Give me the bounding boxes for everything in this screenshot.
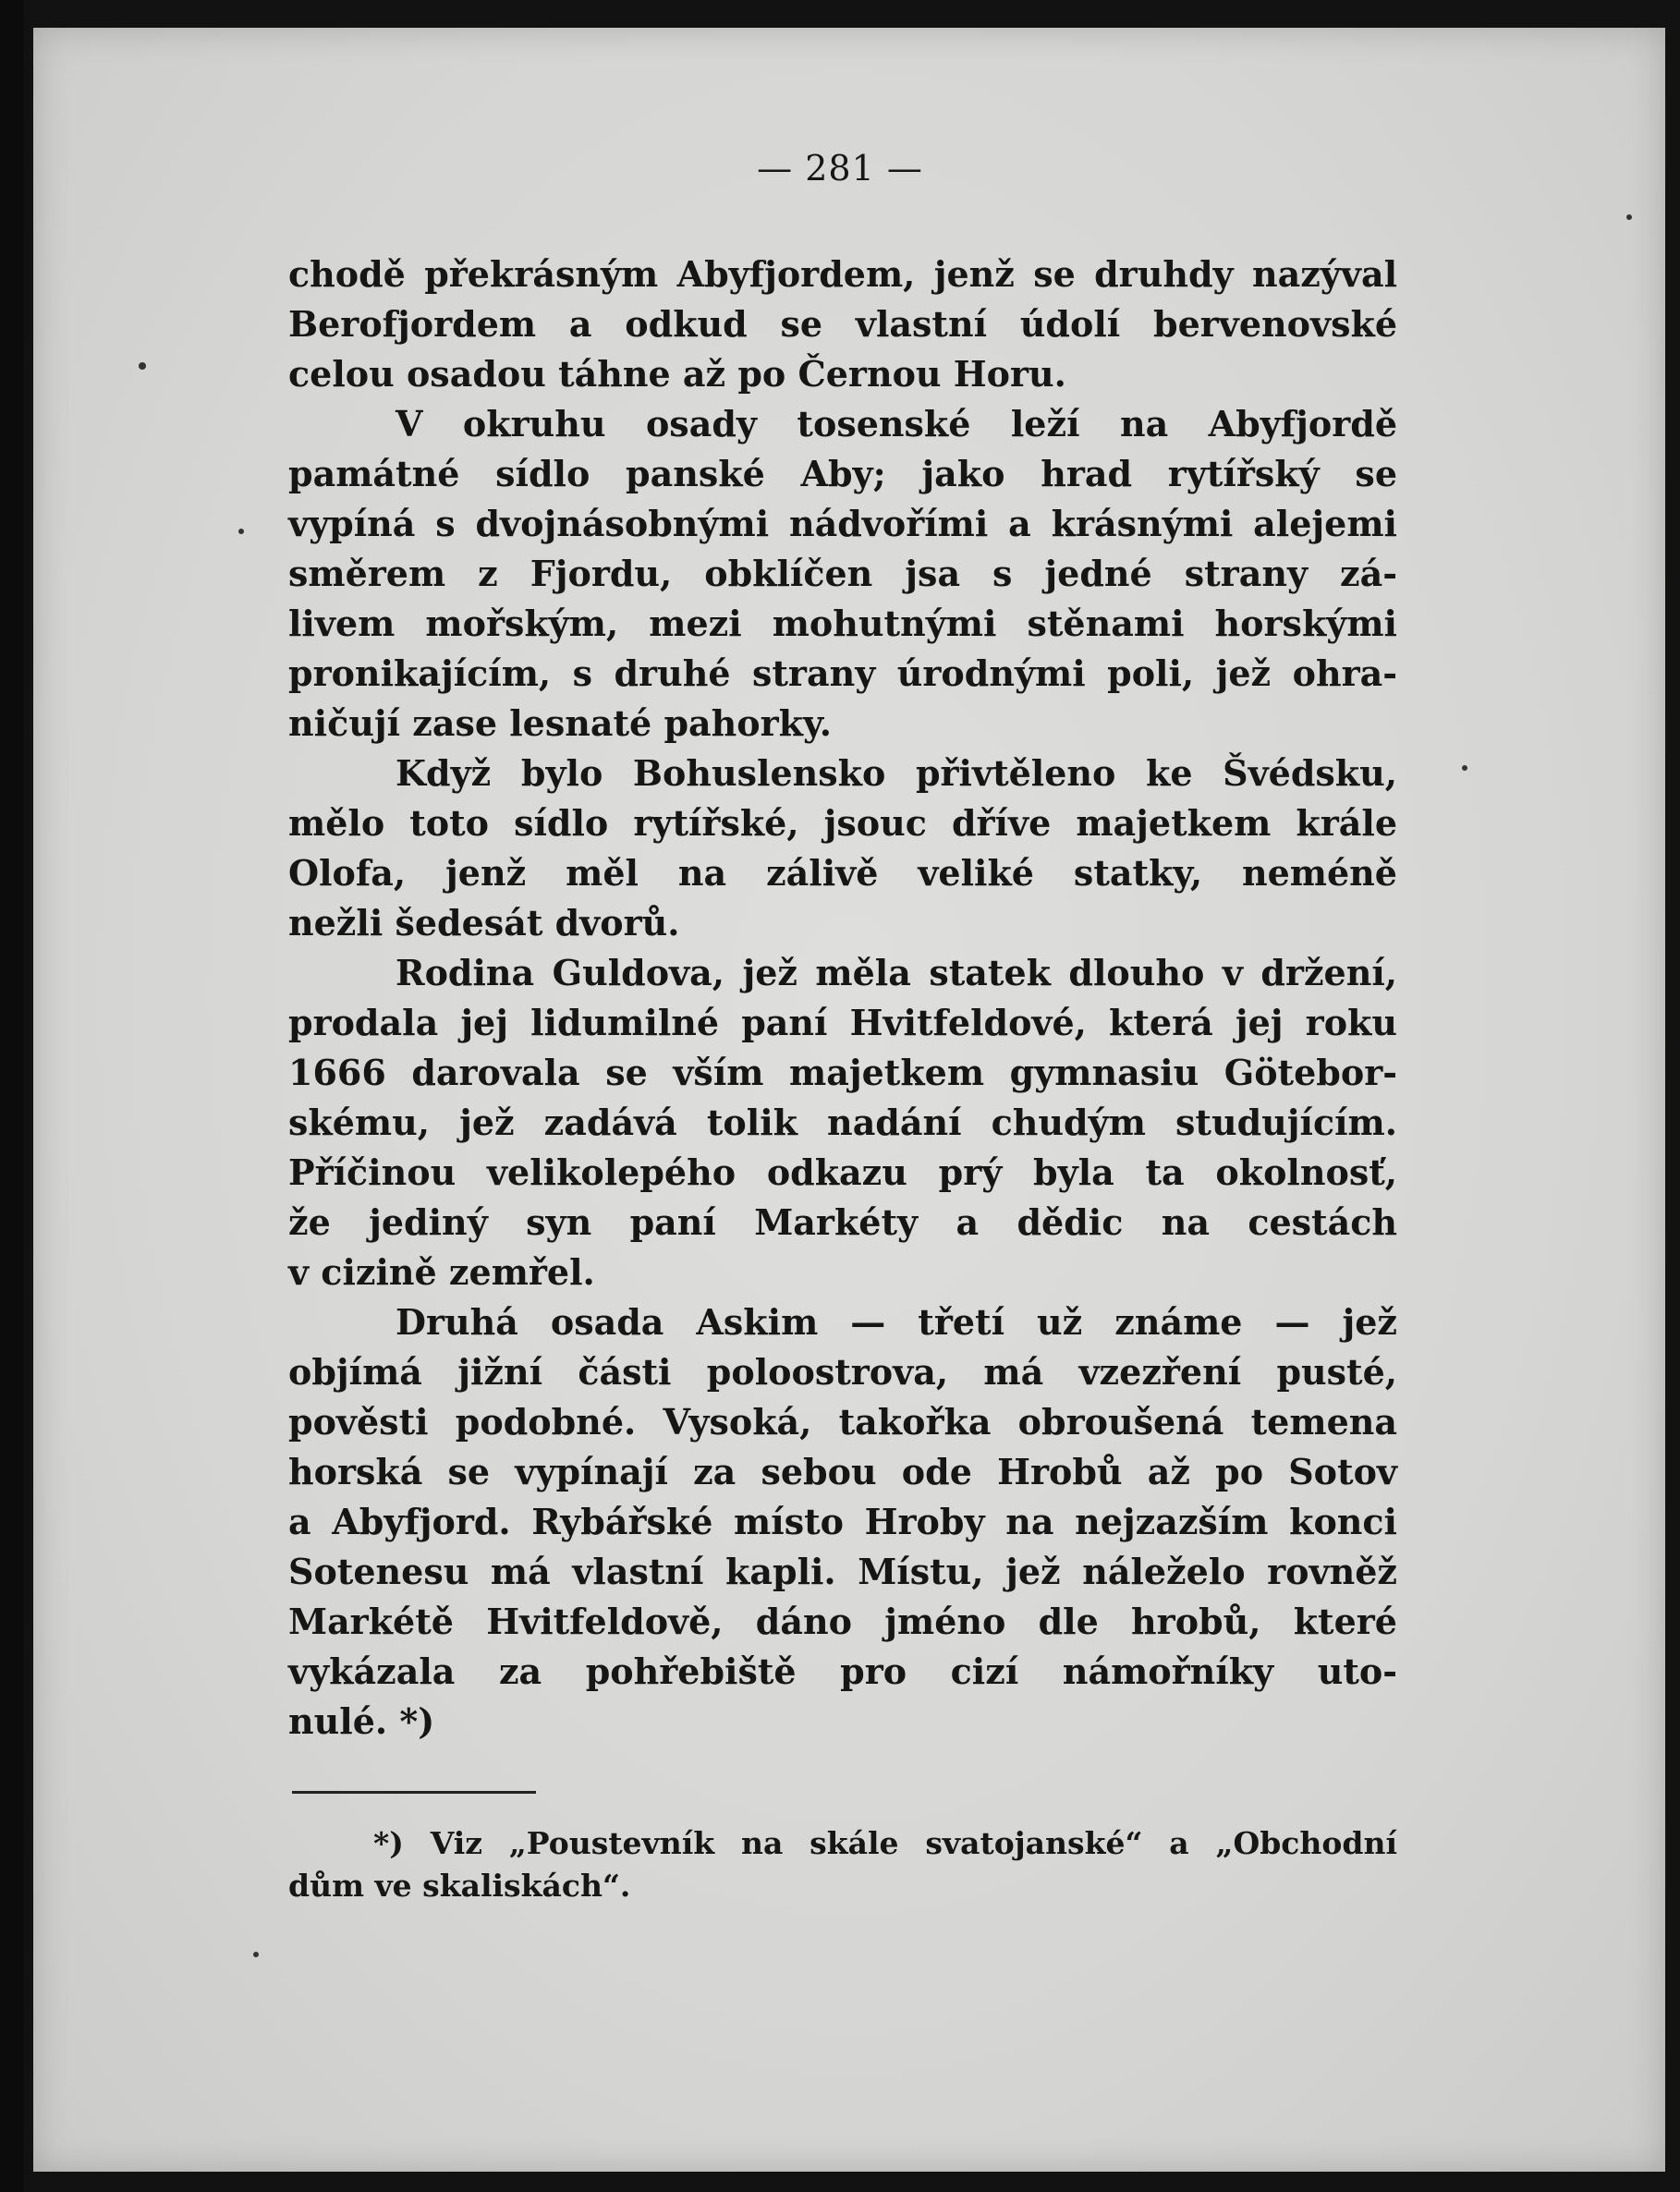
text-line: 1666 darovala se vším majetkem gymnasiu Götebor-	[288, 1052, 1397, 1093]
text-line: směrem z Fjordu, obklíčen jsa s jedné strany zá-	[288, 553, 1397, 594]
text-line: a Abyfjord. Rybářské místo Hroby na nejzazším konci	[288, 1501, 1397, 1542]
text-line: vypíná s dvojnásobnými nádvořími a krásnými alejemi	[288, 503, 1397, 544]
ink-speck	[253, 1952, 259, 1957]
ink-speck	[1626, 214, 1632, 220]
text-line: skému, jež zadává tolik nadání chudým studujícím.	[288, 1102, 1397, 1143]
text-line: ničují zase lesnaté pahorky.	[288, 702, 832, 744]
text-line: mělo toto sídlo rytířské, jsouc dříve majetkem krále	[288, 802, 1397, 844]
text-line: Markétě Hvitfeldově, dáno jméno dle hrobů, které	[288, 1601, 1397, 1642]
text-line: Příčinou velikolepého odkazu prý byla ta okolnosť,	[288, 1151, 1397, 1193]
text-line: nulé. *)	[288, 1700, 435, 1742]
text-line: prodala jej lidumilné paní Hvitfeldové, která jej roku	[288, 1002, 1397, 1043]
ink-speck	[238, 529, 244, 534]
text-line: pronikajícím, s druhé strany úrodnými poli, jež ohra-	[288, 652, 1397, 694]
text-line: v cizině zemřel.	[288, 1251, 595, 1293]
text-line: Olofa, jenž měl na zálivě veliké statky, neméně	[288, 852, 1397, 894]
footnote	[288, 1822, 1397, 1907]
text-line: vykázala za pohřebiště pro cizí námořníky uto-	[288, 1650, 1397, 1692]
text-line: horská se vypínají za sebou ode Hrobů až po Sotov	[288, 1451, 1397, 1492]
text-line: nežli šedesát dvorů.	[288, 902, 680, 944]
text-line: objímá jižní části poloostrova, má vzezření pusté,	[288, 1351, 1397, 1393]
footnote-line: *) Viz „Poustevník na skále svatojanské“ a „Obchodní	[373, 1825, 1397, 1861]
ink-speck	[139, 362, 146, 370]
text-line: Když bylo Bohuslensko přivtěleno ke Švédsku,	[396, 752, 1397, 794]
text-line: livem mořským, mezi mohutnými stěnami horskými	[288, 603, 1397, 644]
body-text	[288, 250, 1397, 1747]
scan-left-edge	[0, 0, 24, 2192]
text-line: památné sídlo panské Aby; jako hrad rytířský se	[288, 453, 1397, 494]
text-line: Rodina Guldova, jež měla statek dlouho v držení,	[396, 952, 1397, 993]
footnote-rule	[292, 1791, 536, 1794]
text-line: Berofjordem a odkud se vlastní údolí bervenovské	[288, 303, 1397, 345]
ink-speck	[1462, 765, 1467, 771]
text-line: Druhá osada Askim — třetí už známe — jež	[396, 1301, 1397, 1343]
page-number: — 281 —	[757, 148, 923, 189]
footnote-line: dům ve skaliskách“.	[288, 1868, 631, 1904]
text-line: V okruhu osady tosenské leží na Abyfjordě	[396, 403, 1397, 444]
text-line: celou osadou táhne až po Černou Horu.	[288, 353, 1066, 395]
text-line: Sotenesu má vlastní kapli. Místu, jež náleželo rovněž	[288, 1551, 1397, 1592]
text-line: že jediný syn paní Markéty a dědic na cestách	[288, 1201, 1397, 1243]
text-line: pověsti podobné. Vysoká, takořka obroušená temena	[288, 1401, 1397, 1443]
text-line: chodě překrásným Abyfjordem, jenž se druhdy nazýval	[288, 253, 1397, 295]
